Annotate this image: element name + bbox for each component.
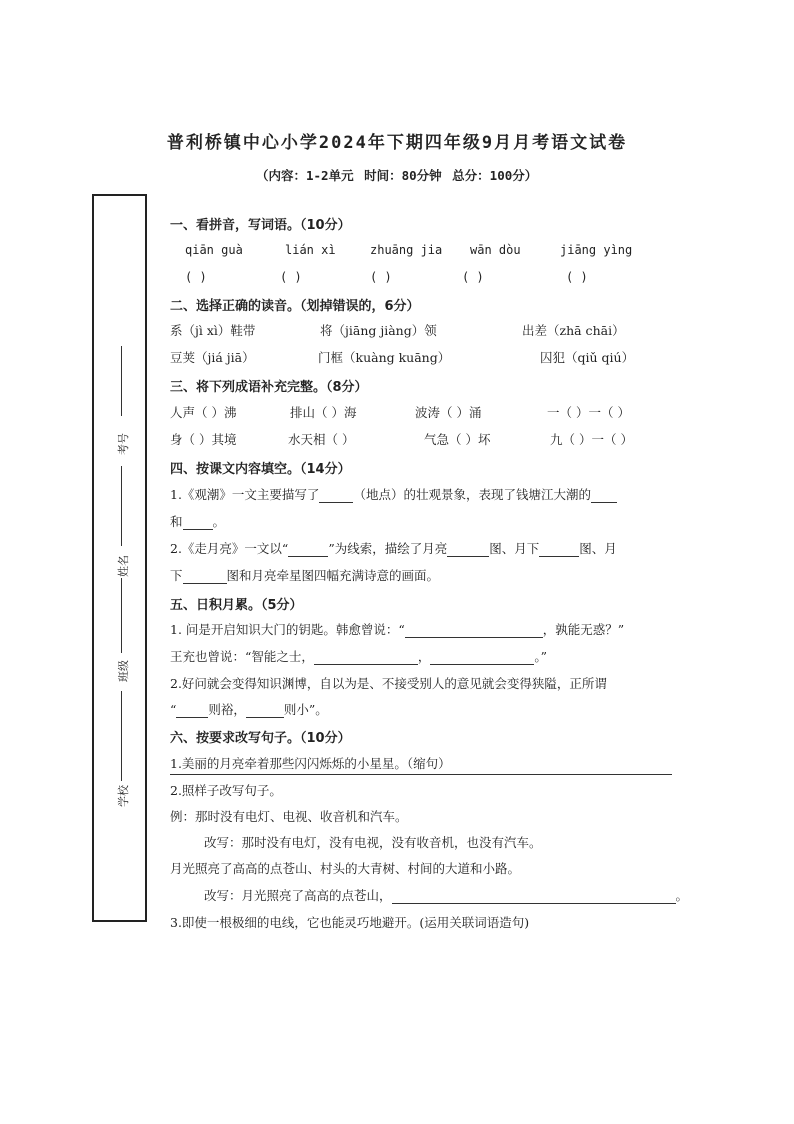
answer-line-q1[interactable] (170, 774, 672, 775)
section-1-heading: 一、看拼音，写词语。（10分） (170, 218, 351, 233)
school-line (121, 691, 122, 781)
rewrite-q2-answer (204, 886, 688, 904)
section-3-heading: 三、将下列成语补充完整。（8分） (170, 380, 368, 395)
rewrite-text: 。 (675, 888, 689, 903)
quote-line-4 (170, 700, 328, 718)
answer-blank-3[interactable]: ( ) (370, 270, 392, 284)
section-2-heading: 二、选择正确的读音。（划掉错误的，6分） (170, 299, 420, 314)
pinyin-1: qiān guà (185, 243, 243, 257)
blank-rewrite[interactable] (392, 891, 676, 904)
fill-line-4 (170, 566, 439, 584)
fill-line-2 (170, 512, 225, 530)
page-title: 普利桥镇中心小学2024年下期四年级9月月考语文试卷 (166, 133, 628, 153)
reading-item-6[interactable]: 囚犯（qiǔ qiú） (540, 350, 635, 365)
quote-text: ，孰能无惑？” (542, 622, 625, 637)
section-4-heading: 四、按课文内容填空。（14分） (170, 462, 351, 477)
blank-location[interactable] (319, 490, 353, 503)
blank-quote-1[interactable] (405, 625, 543, 638)
fill-text: 下 (170, 568, 183, 583)
quote-text: 则小”。 (283, 702, 328, 717)
idiom-4[interactable]: 一（ ）一（ ） (547, 405, 630, 420)
fill-text: 图、月下 (489, 541, 540, 556)
blank-feature[interactable] (591, 490, 617, 503)
blank-quote-5[interactable] (246, 705, 284, 718)
rewrite-q2: 2.照样子改写句子。 (170, 783, 282, 798)
idiom-2[interactable]: 排山（ ）海 (290, 405, 357, 420)
blank-clue[interactable] (288, 544, 328, 557)
fill-text: （地点）的壮观景象，表现了钱塘江大潮的 (353, 487, 591, 502)
blank-picture-2[interactable] (539, 544, 579, 557)
quote-text: ， (417, 649, 431, 664)
rewrite-q1: 1.美丽的月亮牵着那些闪闪烁烁的小星星。（缩句） (170, 756, 451, 771)
idiom-8[interactable]: 九（ ）一（ ） (550, 432, 633, 447)
reading-item-5[interactable]: 门框（kuàng kuāng） (318, 350, 451, 365)
class-line (121, 578, 122, 653)
fill-text: 2.《走月亮》一文以“ (170, 541, 289, 556)
class-label: 班级 (117, 660, 130, 682)
page-subtitle: （内容：1-2单元 时间：80分钟 总分：100分） (256, 168, 538, 183)
fill-text: 和 (170, 514, 183, 529)
answer-blank-5[interactable]: ( ) (566, 270, 588, 284)
example-sentence: 例：那时没有电灯、电视、收音机和汽车。 (170, 809, 408, 824)
blank-picture-1[interactable] (447, 544, 489, 557)
quote-text: “ (170, 702, 177, 717)
quote-text: 王充也曾说：“智能之士， (170, 649, 314, 664)
fill-text: ”为线索，描绘了月亮 (328, 541, 448, 556)
quote-line-3: 2.好问就会变得知识渊博，自以为是、不接受别人的意见就会变得狭隘，正所谓 (170, 676, 607, 691)
reading-item-2[interactable]: 将（jiāng jiàng）领 (320, 323, 437, 338)
blank-quote-2[interactable] (314, 652, 418, 665)
fill-text: 图、月 (579, 541, 617, 556)
answer-blank-2[interactable]: ( ) (280, 270, 302, 284)
fill-line-1 (170, 485, 617, 503)
rewrite-q3: 3.即使一根极细的电线，它也能灵巧地避开。(运用关联词语造句) (170, 915, 530, 930)
pinyin-2: lián xì (285, 243, 336, 257)
reading-item-3[interactable]: 出差（zhā chāi） (522, 323, 625, 338)
exam-number-label: 考号 (117, 433, 130, 455)
fill-text: 1.《观潮》一文主要描写了 (170, 487, 320, 502)
fill-text: 。 (212, 514, 226, 529)
reading-item-4[interactable]: 豆荚（jiá jiā） (170, 350, 255, 365)
idiom-7[interactable]: 气急（ ）坏 (424, 432, 491, 447)
name-label: 姓名 (117, 555, 130, 577)
idiom-3[interactable]: 波涛（ ）涌 (415, 405, 482, 420)
name-line (121, 466, 122, 546)
rewrite-q2-sentence: 月光照亮了高高的点苍山、村头的大青树、村间的大道和小路。 (170, 861, 521, 876)
student-info-sidebar (92, 194, 147, 922)
quote-line-1 (170, 620, 624, 638)
quote-text: 则裕， (208, 702, 246, 717)
exam-number-line (121, 346, 122, 416)
blank-quote-4[interactable] (176, 705, 208, 718)
example-rewrite: 改写：那时没有电灯，没有电视，没有收音机，也没有汽车。 (204, 835, 542, 850)
blank-picture-3[interactable] (183, 571, 227, 584)
reading-item-1[interactable]: 系（jì xì）鞋带 (170, 323, 256, 338)
section-6-heading: 六、按要求改写句子。（10分） (170, 731, 351, 746)
answer-blank-4[interactable]: ( ) (462, 270, 484, 284)
idiom-1[interactable]: 人声（ ）沸 (170, 405, 237, 420)
pinyin-3: zhuāng jia (370, 243, 443, 257)
fill-text: 图和月亮牵星图四幅充满诗意的画面。 (226, 568, 440, 583)
quote-line-2 (170, 647, 547, 665)
blank-feature-2[interactable] (183, 517, 213, 530)
fill-line-3 (170, 539, 617, 557)
idiom-5[interactable]: 身（ ）其境 (170, 432, 237, 447)
idiom-6[interactable]: 水天相（ ） (288, 432, 355, 447)
rewrite-text: 改写：月光照亮了高高的点苍山， (204, 888, 392, 903)
answer-blank-1[interactable]: ( ) (185, 270, 207, 284)
quote-text: 1. 问是开启知识大门的钥匙。韩愈曾说：“ (170, 622, 405, 637)
pinyin-5: jiāng yìng (560, 243, 633, 257)
section-5-heading: 五、日积月累。（5分） (170, 598, 303, 613)
quote-text: 。” (534, 649, 548, 664)
blank-quote-3[interactable] (430, 652, 534, 665)
school-label: 学校 (117, 785, 130, 807)
pinyin-4: wān dòu (470, 243, 521, 257)
